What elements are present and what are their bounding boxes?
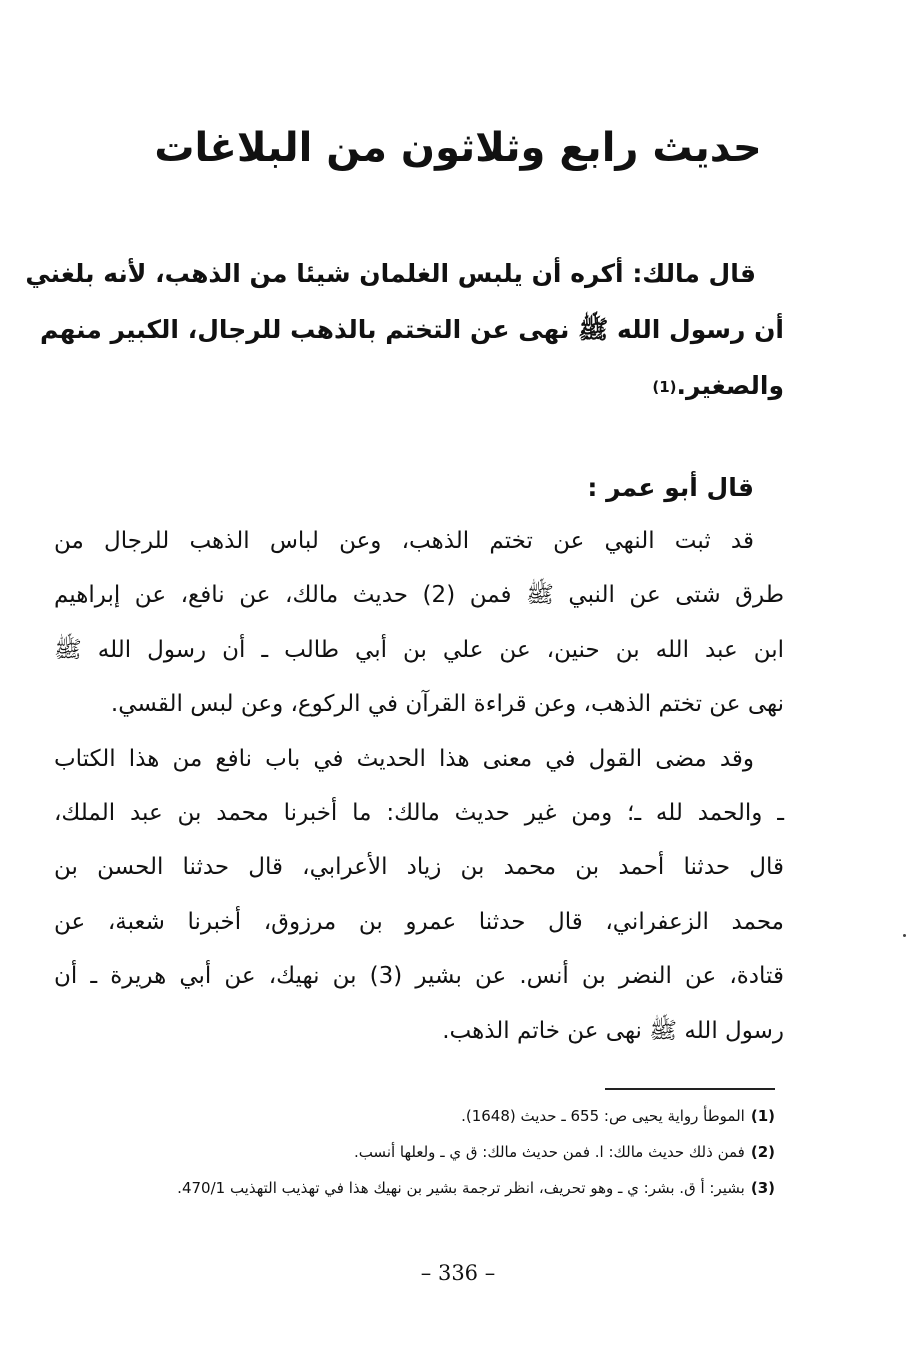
body-line: ـ والحمد لله ـ؛ ومن غير حديث مالك: ما أخبرنا محمد بن عبد الملك،	[54, 800, 784, 827]
body-paragraphs	[54, 514, 784, 1058]
body-line: قتادة، عن النضر بن أنس. عن بشير (3) بن نهيك، عن أبي هريرة ـ أن	[54, 963, 784, 990]
footnote-text: الموطأ رواية يحيى ص: 655 ـ حديث (1648).	[461, 1107, 745, 1125]
intro-line-text: والصغير.	[676, 371, 784, 400]
footnote-ref-1: (1)	[652, 378, 677, 396]
body-line: قال حدثنا أحمد بن محمد بن زياد الأعرابي، قال حدثنا الحسن بن	[54, 854, 784, 881]
intro-paragraph	[25, 246, 784, 415]
footnote-number: (2)	[750, 1143, 775, 1161]
body-line: طرق شتى عن النبي ﷺ فمن (2) حديث مالك، عن نافع، عن إبراهيم	[54, 582, 785, 609]
chapter-title: حديث رابع وثلاثون من البلاغات	[154, 125, 762, 171]
footnote-3	[45, 1170, 775, 1206]
body-line: نهى عن تختم الذهب، وعن قراءة القرآن في الركوع، وعن لبس القسي.	[110, 691, 784, 718]
page-number: – 336 –	[420, 1261, 496, 1285]
body-line: محمد الزعفراني، قال حدثنا عمرو بن مرزوق، أخبرنا شعبة، عن	[54, 908, 784, 935]
footnote-2	[45, 1134, 775, 1170]
footnote-number: (1)	[750, 1107, 775, 1125]
footnotes	[45, 1098, 775, 1206]
scan-speck	[903, 934, 906, 937]
footnote-number: (3)	[750, 1179, 775, 1197]
section-heading: قال أبو عمر :	[587, 473, 754, 502]
intro-line-last	[54, 358, 784, 415]
intro-line: قال مالك: أكره أن يلبس الغلمان شيئا من الذهب، لأنه بلغني	[25, 259, 756, 288]
body-line: ابن عبد الله بن حنين، عن علي بن أبي طالب ـ أن رسول الله ﷺ	[54, 636, 784, 663]
body-line: وقد مضى القول في معنى هذا الحديث في باب نافع من هذا الكتاب	[54, 745, 754, 772]
intro-line: أن رسول الله ﷺ نهى عن التختم بالذهب للرجال، الكبير منهم	[40, 315, 784, 344]
footnote-divider	[605, 1088, 775, 1090]
footnote-text: فمن ذلك حديث مالك: ا. فمن حديث مالك: ق ي ـ ولعلها أنسب.	[353, 1143, 745, 1161]
body-line: رسول الله ﷺ نهى عن خاتم الذهب.	[442, 1017, 784, 1044]
footnote-1	[45, 1098, 775, 1134]
footnote-text: بشير: أ ق. بشر: ي ـ وهو تحريف، انظر ترجمة بشير بن نهيك هذا في تهذيب التهذيب 470/1.	[177, 1179, 745, 1197]
body-line: قد ثبت النهي عن تختم الذهب، وعن لباس الذهب للرجال من	[54, 528, 754, 554]
